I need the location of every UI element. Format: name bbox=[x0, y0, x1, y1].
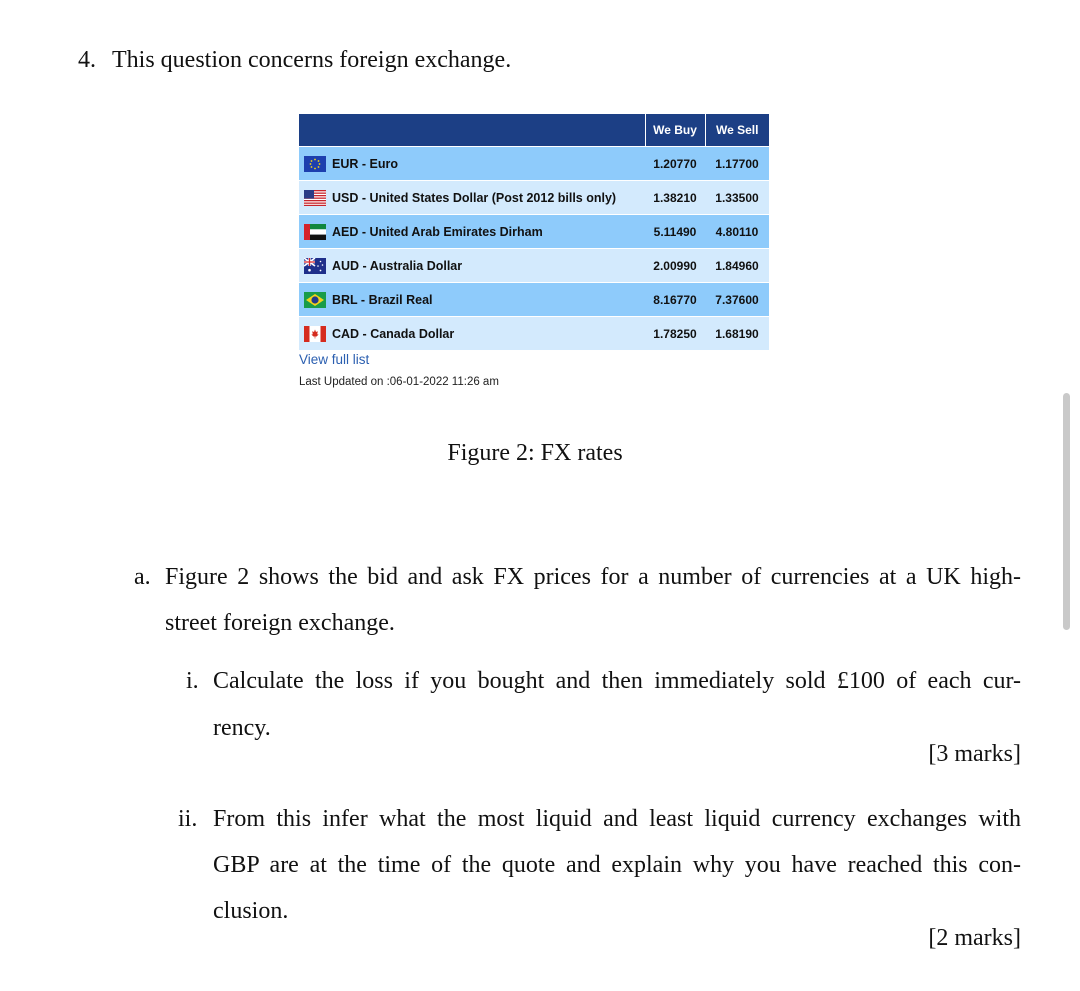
part-i-label: i. bbox=[186, 668, 199, 694]
part-a-text-line: street foreign exchange. bbox=[165, 610, 395, 636]
us-flag-icon bbox=[304, 190, 326, 206]
currency-name: AUD - Australia Dollar bbox=[332, 258, 463, 273]
part-ii-text-line: From this infer what the most liquid and least liquid currency exchanges with bbox=[213, 806, 1021, 832]
sell-rate: 7.37600 bbox=[705, 283, 769, 317]
we-buy-header: We Buy bbox=[645, 114, 705, 147]
table-row bbox=[299, 249, 769, 283]
buy-rate: 5.11490 bbox=[645, 215, 705, 249]
currency-name: USD - United States Dollar (Post 2012 bills only) bbox=[332, 190, 617, 205]
currency-name: EUR - Euro bbox=[332, 156, 398, 171]
part-i-text-line: rency. bbox=[213, 715, 271, 741]
vertical-scrollbar-thumb[interactable] bbox=[1063, 393, 1070, 630]
sell-rate: 1.68190 bbox=[705, 317, 769, 351]
part-ii-text-line: clusion. bbox=[213, 898, 289, 924]
currency-cell bbox=[299, 215, 645, 249]
sell-rate: 1.84960 bbox=[705, 249, 769, 283]
currency-name: CAD - Canada Dollar bbox=[332, 326, 455, 341]
question-text: This question concerns foreign exchange. bbox=[112, 47, 512, 73]
part-ii-marks: [2 marks] bbox=[928, 925, 1021, 951]
br-flag-icon bbox=[304, 292, 326, 308]
buy-rate: 1.38210 bbox=[645, 181, 705, 215]
view-full-list-link[interactable]: View full list bbox=[299, 352, 370, 367]
currency-cell bbox=[299, 147, 645, 181]
fx-table-header bbox=[299, 114, 769, 147]
fx-rates-table bbox=[299, 114, 769, 350]
buy-rate: 2.00990 bbox=[645, 249, 705, 283]
buy-rate: 1.78250 bbox=[645, 317, 705, 351]
table-row bbox=[299, 181, 769, 215]
table-row bbox=[299, 147, 769, 181]
last-updated-text: Last Updated on :06-01-2022 11:26 am bbox=[299, 376, 499, 388]
currency-name: BRL - Brazil Real bbox=[332, 292, 433, 307]
part-i-marks: [3 marks] bbox=[928, 741, 1021, 767]
currency-cell bbox=[299, 283, 645, 317]
we-sell-header: We Sell bbox=[705, 114, 769, 147]
currency-cell bbox=[299, 249, 645, 283]
part-i-text-line: Calculate the loss if you bought and then immediately sold £100 of each cur- bbox=[213, 668, 1021, 694]
currency-header bbox=[299, 114, 645, 147]
buy-rate: 8.16770 bbox=[645, 283, 705, 317]
uae-flag-icon bbox=[304, 224, 326, 240]
sell-rate: 1.17700 bbox=[705, 147, 769, 181]
buy-rate: 1.20770 bbox=[645, 147, 705, 181]
au-flag-icon bbox=[304, 258, 326, 274]
sell-rate: 4.80110 bbox=[705, 215, 769, 249]
part-ii-label: ii. bbox=[178, 806, 198, 832]
currency-name: AED - United Arab Emirates Dirham bbox=[332, 224, 543, 239]
figure-caption: Figure 2: FX rates bbox=[447, 440, 623, 466]
part-ii-text-line: GBP are at the time of the quote and explain why you have reached this con- bbox=[213, 852, 1021, 878]
currency-cell bbox=[299, 181, 645, 215]
question-number: 4. bbox=[78, 47, 96, 73]
table-row bbox=[299, 283, 769, 317]
part-a-label: a. bbox=[134, 564, 151, 590]
ca-flag-icon bbox=[304, 326, 326, 342]
eu-flag-icon bbox=[304, 156, 326, 172]
table-row bbox=[299, 215, 769, 249]
currency-cell bbox=[299, 317, 645, 351]
sell-rate: 1.33500 bbox=[705, 181, 769, 215]
table-row bbox=[299, 317, 769, 351]
part-a-text-line: Figure 2 shows the bid and ask FX prices for a number of currencies at a UK high- bbox=[165, 564, 1021, 590]
